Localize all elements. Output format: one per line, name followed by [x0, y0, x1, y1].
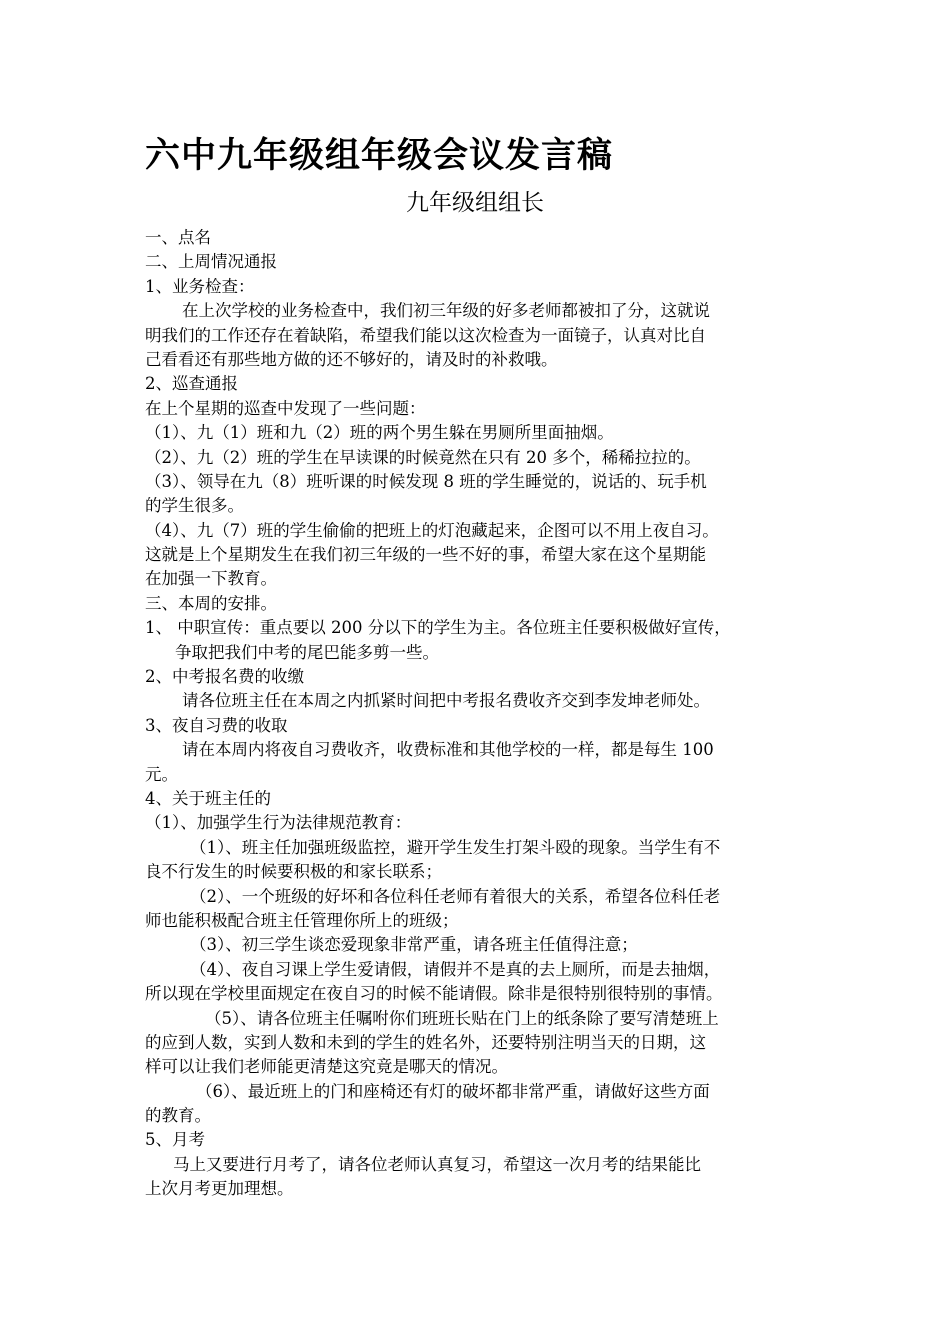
list-item-continued: 师也能积极配合班主任管理你所上的班级； — [145, 910, 459, 930]
paragraph-line: 马上又要进行月考了，请各位老师认真复习，希望这一次月考的结果能比 — [173, 1154, 701, 1174]
subsection-heading: 1、 中职宣传：重点要以 200 分以下的学生为主。各位班主任要积极做好宣传， — [145, 618, 731, 638]
subsection-heading: 3、夜自习费的收取 — [145, 715, 288, 735]
list-item: （4）、九（7）班的学生偷偷的把班上的灯泡藏起来，企图可以不用上夜自习。 — [145, 520, 719, 540]
document-title: 六中九年级组年级会议发言稿 — [145, 135, 614, 176]
paragraph-line: 争取把我们中考的尾巴能多剪一些。 — [175, 642, 439, 662]
list-item: （3）、初三学生谈恋爱现象非常严重，请各班主任值得注意； — [190, 935, 638, 955]
paragraph-line: 请在本周内将夜自习费收齐，收费标准和其他学校的一样，都是每生 100 — [182, 740, 714, 760]
paragraph-line: 在上个星期的巡查中发现了一些问题： — [145, 398, 426, 418]
paragraph-line: 己看看还有那些地方做的还不够好的，请及时的补救哦。 — [145, 349, 558, 369]
list-item-continued: 的教育。 — [145, 1106, 211, 1126]
subsection-heading: 2、巡查通报 — [145, 374, 238, 394]
subsection-heading: 5、月考 — [145, 1130, 205, 1150]
paragraph-line: 明我们的工作还存在着缺陷，希望我们能以这次检查为一面镜子，认真对比自 — [145, 325, 706, 345]
paragraph-line: 在上次学校的业务检查中，我们初三年级的好多老师都被扣了分，这就说 — [182, 301, 710, 321]
subsection-heading: 4、关于班主任的 — [145, 788, 271, 808]
paragraph-line: 在加强一下教育。 — [145, 569, 277, 589]
list-item: （2）、九（2）班的学生在早读课的时候竟然在只有 20 多个，稀稀拉拉的。 — [145, 447, 701, 467]
list-item-continued: 所以现在学校里面规定在夜自习的时候不能请假。除非是很特别很特别的事情。 — [145, 984, 723, 1004]
list-item-continued: 良不行发生的时候要积极的和家长联系； — [145, 862, 442, 882]
list-item: （3）、领导在九（8）班听课的时候发现 8 班的学生睡觉的，说话的、玩手机 — [145, 471, 707, 491]
list-item: （2）、一个班级的好坏和各位科任老师有着很大的关系，希望各位科任老 — [190, 886, 721, 906]
document-body — [145, 226, 825, 1202]
list-item-continued: 的学生很多。 — [145, 496, 244, 516]
paragraph-line: 上次月考更加理想。 — [145, 1179, 294, 1199]
list-item: （1）、班主任加强班级监控，避开学生发生打架斗殴的现象。当学生有不 — [190, 837, 721, 857]
subsection-heading: 1、业务检查： — [145, 276, 255, 296]
list-item: （6）、最近班上的门和座椅还有灯的破坏都非常严重，请做好这些方面 — [196, 1081, 710, 1101]
subsection-heading: 2、中考报名费的收缴 — [145, 667, 304, 687]
list-item-continued: 的应到人数，实到人数和未到的学生的姓名外，还要特别注明当天的日期，这 — [145, 1032, 706, 1052]
list-item-continued: 样可以让我们老师能更清楚这究竟是哪天的情况。 — [145, 1057, 508, 1077]
list-item: （4）、夜自习课上学生爱请假，请假并不是真的去上厕所，而是去抽烟， — [190, 959, 721, 979]
list-item: （1）、九（1）班和九（2）班的两个男生躲在男厕所里面抽烟。 — [145, 423, 614, 443]
section-heading: 一、点名 — [145, 228, 211, 247]
list-item: （1）、加强学生行为法律规范教育： — [145, 813, 412, 833]
section-heading: 二、上周情况通报 — [145, 252, 277, 272]
section-heading: 三、本周的安排。 — [145, 593, 277, 613]
paragraph-line: 元。 — [145, 764, 178, 784]
document-subtitle: 九年级组组长 — [406, 190, 544, 216]
paragraph-line: 这就是上个星期发生在我们初三年级的一些不好的事，希望大家在这个星期能 — [145, 545, 706, 565]
list-item: （5）、请各位班主任嘱咐你们班班长贴在门上的纸条除了要写清楚班上 — [205, 1008, 719, 1028]
paragraph-line: 请各位班主任在本周之内抓紧时间把中考报名费收齐交到李发坤老师处。 — [182, 691, 710, 711]
